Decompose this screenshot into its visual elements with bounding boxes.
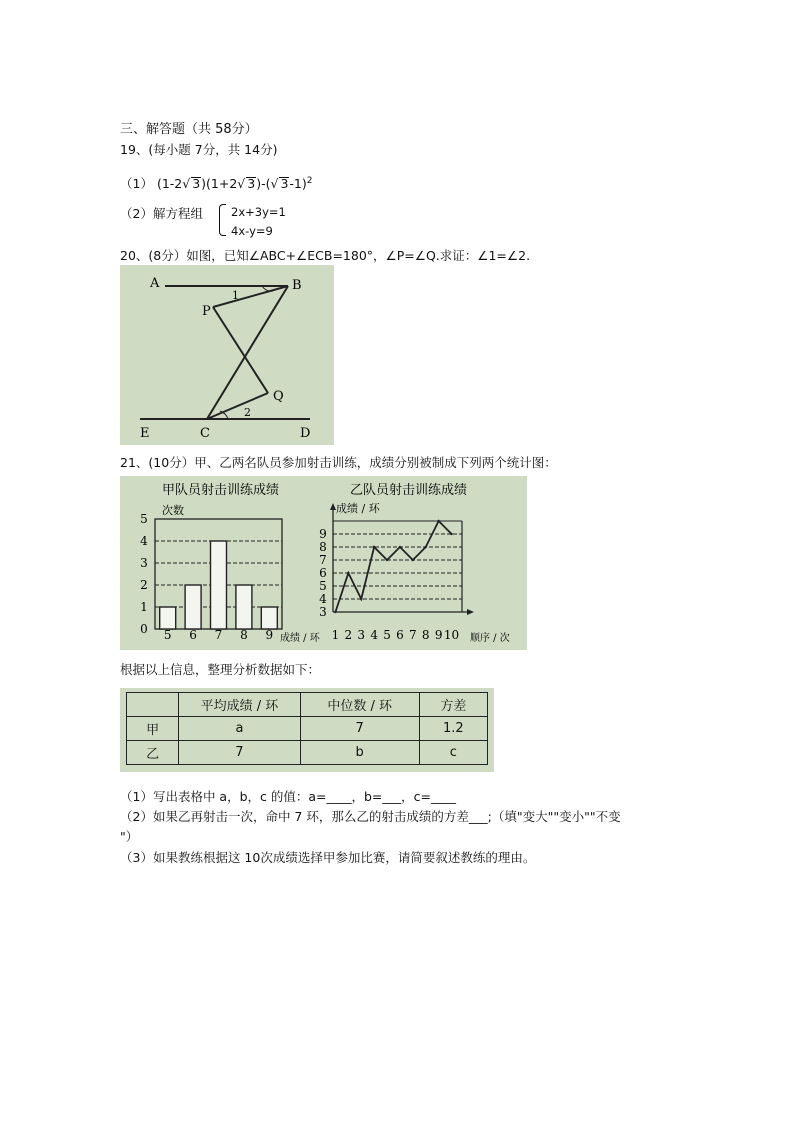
q19-part1-label: （1） [120,176,153,191]
line-chart-xtick: 2 [344,628,353,642]
bar-chart-xtick: 6 [189,628,197,642]
line-chart-point [437,520,439,522]
line-chart-xlabel: 顺序 / 次 [470,633,510,644]
line-chart-point [334,611,336,613]
line-chart-point [425,546,427,548]
line-chart-point [360,598,362,600]
label-angle-2: 2 [244,406,251,419]
bar-chart-ytick: 0 [140,622,148,636]
bar-chart-xtick: 8 [240,628,248,642]
table-cell: b [300,741,419,765]
equation-brace [219,204,226,236]
bar-chart-bar [185,585,201,629]
bar-chart-ytick: 1 [140,600,148,614]
table-header-cell: 平均成绩 / 环 [179,693,300,717]
table-row [127,741,488,765]
label-angle-1: 1 [232,289,239,302]
equation-2: 4x-y=9 [231,224,273,238]
line-chart-xtick: 6 [396,628,404,642]
line-chart-point [347,572,349,574]
line-chart-xtick: 7 [409,628,417,642]
table-header-cell [127,693,179,717]
bar-chart-xtick: 7 [214,628,223,642]
line-chart-ylabel: 成绩 / 环 [336,502,380,515]
line-chart-xtick: 8 [421,628,430,642]
line-chart-xtick: 1 [331,628,340,642]
line-chart-xtick: 3 [357,628,366,642]
line-chart-ytick: 9 [319,527,327,541]
line-chart-point [450,533,452,535]
bar-chart-ytick: 4 [140,534,148,548]
expr-d: -1) [289,176,307,191]
sqrt-symbol: √ [237,176,246,191]
table-cell: 乙 [127,741,179,765]
stats-table [126,692,488,765]
table-cell: 7 [300,717,419,741]
section-heading: 三、解答题（共 58分） [120,122,258,137]
sqrt-symbol: √ [182,176,191,191]
line-chart-xtick: 5 [383,628,391,642]
table-panel [120,688,494,772]
bar-chart-xtick: 9 [265,628,274,642]
line-chart-ytick: 3 [319,605,327,619]
bar-chart-bar [236,585,252,629]
line-chart-point [373,546,375,548]
q21-sub2-line2: "） [120,829,139,844]
bar-chart-ytick: 3 [140,556,148,570]
charts-panel [120,476,527,650]
equation-1: 2x+3y=1 [231,205,286,219]
table-row [127,717,488,741]
line-chart-ytick: 7 [319,553,327,567]
geometry-figure [120,265,334,445]
table-cell: c [419,741,487,765]
label-b: B [292,278,302,293]
table-header-cell: 中位数 / 环 [300,693,419,717]
expr-b: )(1+2 [201,176,238,191]
radicand-2: 3 [247,176,256,191]
label-p: P [202,304,211,319]
line-chart-xtick: 9 [434,628,443,642]
radicand-3: 3 [280,176,289,191]
line-chart-point [399,546,401,548]
exponent: 2 [306,175,313,186]
line-chart-point [386,559,388,561]
bar-chart-ytick: 5 [140,512,148,526]
line-chart-title: 乙队员射击训练成绩 [350,483,468,498]
bar-chart-title: 甲队员射击训练成绩 [162,483,280,498]
sqrt-symbol: √ [270,176,279,191]
radicand-1: 3 [192,176,201,191]
bar-chart-ytick: 2 [140,578,148,592]
label-a: A [150,276,160,291]
expr-c: )-( [256,176,271,191]
bar-chart-bar [211,541,227,629]
bar-chart-ylabel: 次数 [162,504,184,517]
bar-chart-bar [261,607,277,629]
table-cell: 甲 [127,717,179,741]
label-d: D [300,426,311,441]
q19-header: 19、(每小题 7分，共 14分) [120,142,278,157]
line-chart-xtick: 4 [370,628,378,642]
q19-part1 [120,174,312,192]
line-chart-xtick: 10 [443,628,460,642]
table-cell: 1.2 [419,717,487,741]
line-chart-xaxis-arrow [467,609,474,615]
table-cell: a [179,717,300,741]
table-cell: 7 [179,741,300,765]
q19-part2-label: （2）解方程组 [120,206,203,221]
q20-header: 20、(8分）如图，已知∠ABC+∠ECB=180°，∠P=∠Q.求证：∠1=∠2. [120,248,531,263]
bar-chart-xtick: 5 [163,628,172,642]
bar-chart-bar [160,607,176,629]
q21-sub1: （1）写出表格中 a，b，c 的值：a=____，b=___，c=____ [120,789,457,804]
label-e: E [140,426,150,441]
charts-svg [120,476,527,650]
line-chart-ytick: 5 [319,579,327,593]
label-c: C [200,426,210,441]
line-pq [213,307,268,393]
line-chart-point [412,559,414,561]
line-chart-series [335,521,451,612]
q21-analysis-intro: 根据以上信息，整理分析数据如下： [120,662,321,677]
expr-a: (1-2 [156,176,183,191]
line-chart-ytick: 8 [319,540,327,554]
q21-header: 21、(10分）甲、乙两名队员参加射击训练，成绩分别被制成下列两个统计图： [120,455,557,470]
line-qc [207,393,268,419]
bar-chart-xlabel: 成绩 / 环 [280,633,320,644]
table-header-cell: 方差 [419,693,487,717]
geometry-svg [120,265,334,445]
table-header-row [127,693,488,717]
label-q: Q [273,389,284,404]
line-chart-ytick: 6 [319,566,327,580]
q21-sub3: （3）如果教练根据这 10次成绩选择甲参加比赛，请简要叙述教练的理由。 [120,850,536,865]
q21-sub2-line1: （2）如果乙再射击一次，命中 7 环，那么乙的射击成绩的方差___;（填"变大""变小""不变 [120,809,621,824]
line-chart-ytick: 4 [319,592,327,606]
